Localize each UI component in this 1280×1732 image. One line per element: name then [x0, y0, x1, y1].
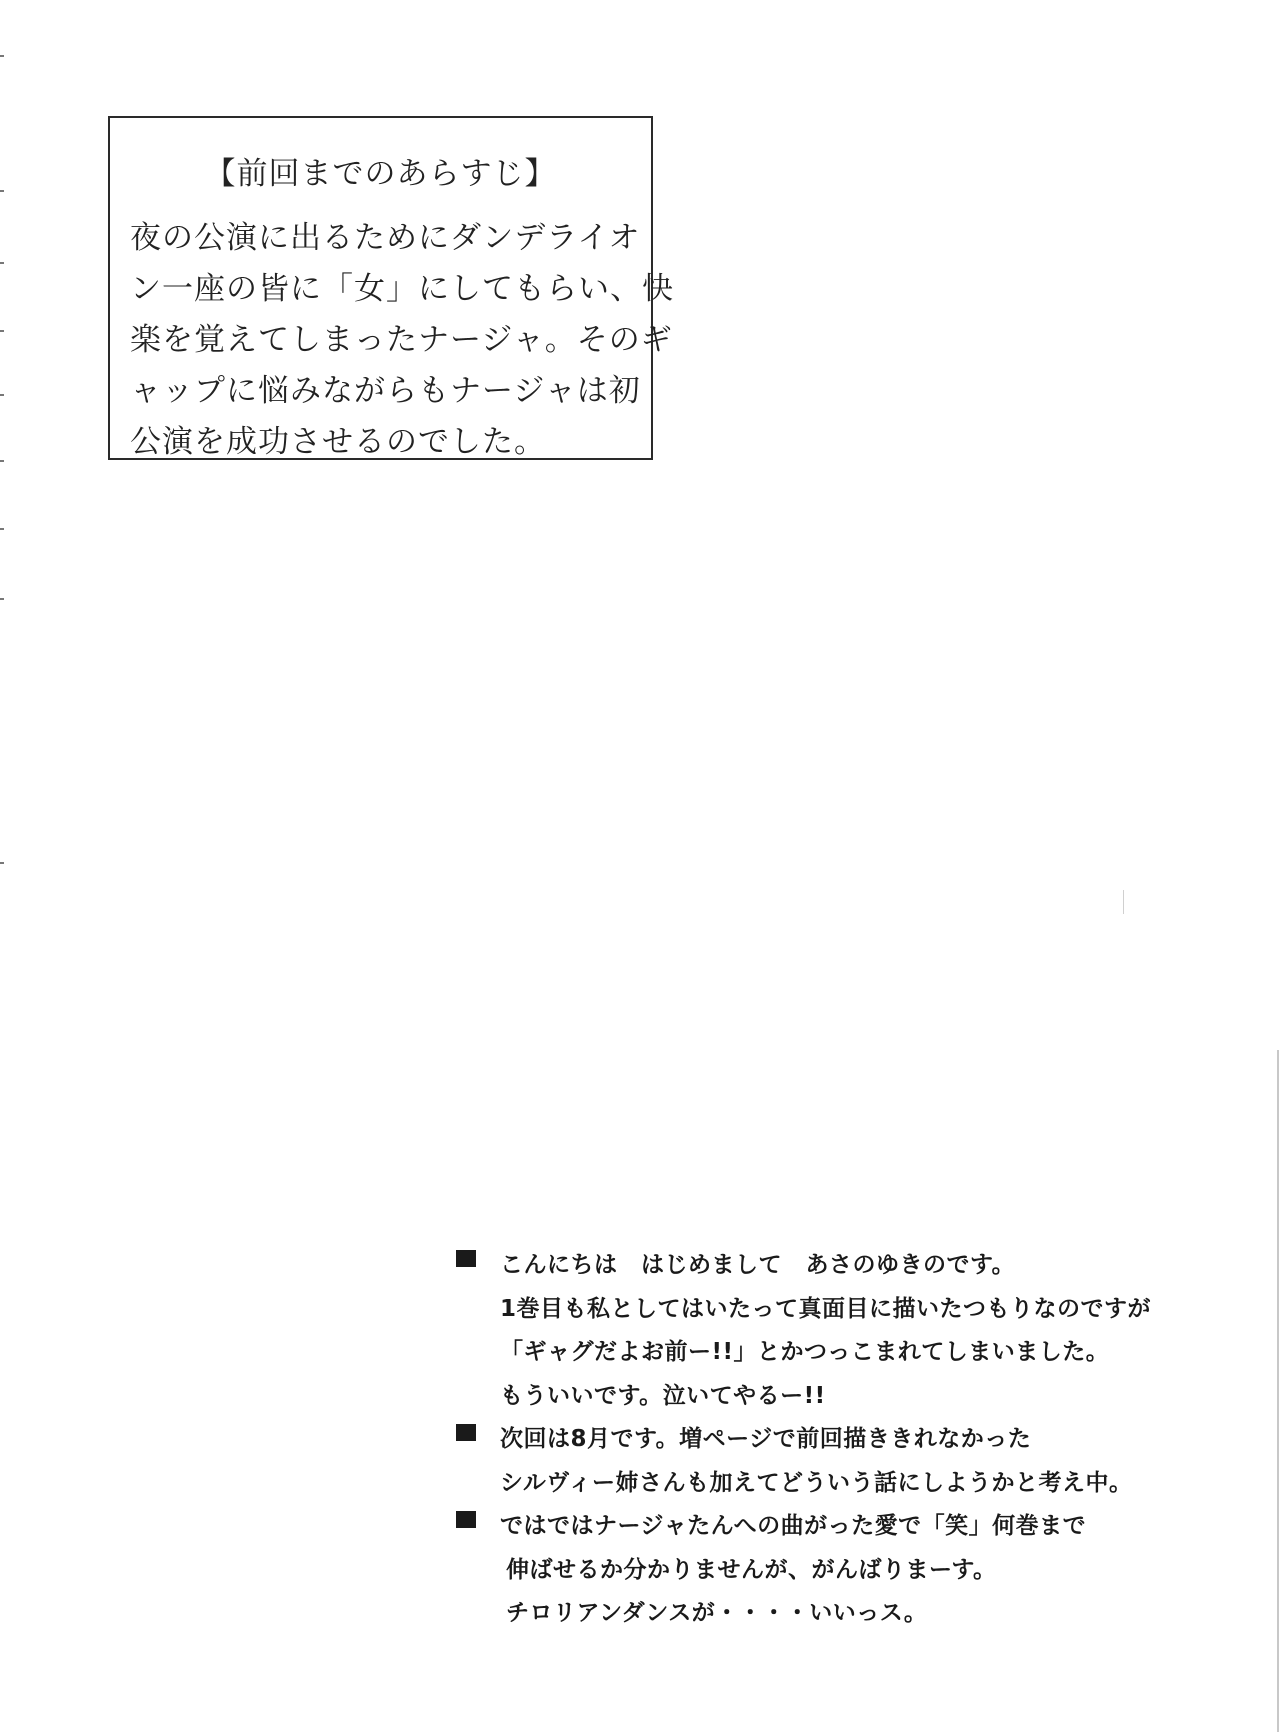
square-bullet-icon: [456, 1250, 476, 1267]
note-line: チロリアンダンスが・・・・いいっス。: [506, 1600, 928, 1626]
note-line: もういいです。泣いてやるー!!: [500, 1382, 826, 1409]
square-bullet-icon: [456, 1511, 476, 1528]
note-line: こんにちは はじめまして あさのゆきのです。: [500, 1252, 1016, 1278]
note-line: 次回は8月です。増ページで前回描ききれなかった: [500, 1426, 1032, 1452]
scan-edge-mark: [0, 190, 4, 192]
scan-edge-mark: [0, 460, 4, 462]
note-line: 伸ばせるか分かりませんが、がんばりまーす。: [506, 1556, 997, 1583]
scan-speck: [1123, 890, 1124, 914]
note-item: [456, 1244, 1176, 1418]
synopsis-box: [108, 116, 674, 460]
synopsis-line: 夜の公演に出るためにダンデライオ: [130, 220, 641, 256]
scan-edge-mark: [0, 262, 4, 264]
note-line: 1巻目も私としてはいたって真面目に描いたつもりなのですが: [500, 1295, 1152, 1322]
note-line: ではではナージャたんへの曲がった愛で「笑」何巻まで: [500, 1513, 1087, 1539]
scan-edge-mark: [0, 598, 4, 600]
scan-edge-mark: [0, 394, 4, 396]
synopsis-title: 【前回までのあらすじ】: [204, 156, 557, 192]
scan-edge-mark: [0, 330, 4, 332]
author-notes: [456, 1244, 1176, 1636]
scan-edge-mark: [0, 862, 4, 864]
synopsis-line: ャップに悩みながらもナージャは初: [130, 373, 641, 409]
synopsis-body: [130, 213, 674, 468]
note-item: [456, 1505, 1176, 1636]
synopsis-line: 楽を覚えてしまったナージャ。そのギ: [130, 322, 673, 358]
scan-right-edge: [1277, 1050, 1279, 1732]
note-item: [456, 1418, 1176, 1505]
note-line: 「ギャグだよお前ー!!」とかつっこまれてしまいました。: [500, 1339, 1110, 1365]
synopsis-line: 公演を成功させるのでした。: [130, 424, 546, 460]
scan-edge-mark: [0, 528, 4, 530]
note-line: シルヴィー姉さんも加えてどういう話にしようかと考え中。: [500, 1469, 1133, 1496]
scan-edge-mark: [0, 55, 4, 57]
square-bullet-icon: [456, 1424, 476, 1441]
synopsis-line: ン一座の皆に「女」にしてもらい、快: [130, 271, 674, 307]
